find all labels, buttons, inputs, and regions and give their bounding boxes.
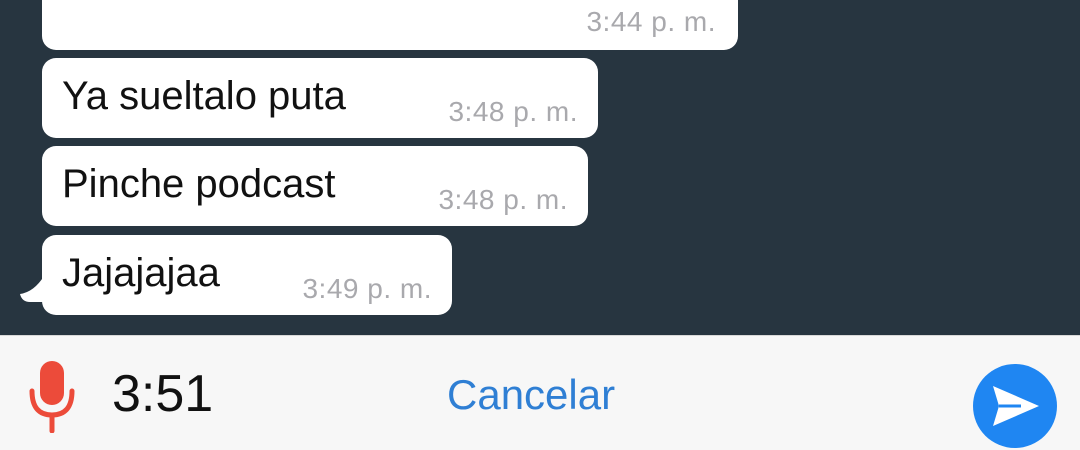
message-time: 3:49 p. m. bbox=[302, 273, 432, 304]
send-button[interactable] bbox=[973, 364, 1057, 448]
message-time: 3:44 p. m. bbox=[586, 6, 716, 37]
message-time: 3:48 p. m. bbox=[438, 184, 568, 215]
message-text: Jajajajaa bbox=[62, 251, 220, 295]
message-bubble[interactable] bbox=[42, 58, 598, 138]
recording-timer: 3:51 bbox=[112, 365, 214, 423]
cancel-button[interactable]: Cancelar bbox=[447, 371, 616, 418]
message-bubble[interactable] bbox=[42, 235, 452, 315]
send-arrow-icon bbox=[991, 384, 1041, 428]
message-time: 3:48 p. m. bbox=[448, 96, 578, 127]
message-bubble[interactable] bbox=[42, 146, 588, 226]
message-text: Ya sueltalo puta bbox=[62, 74, 346, 118]
message-text: Pinche podcast bbox=[62, 162, 336, 206]
voice-recording-bar bbox=[0, 335, 1080, 450]
message-bubble[interactable] bbox=[42, 0, 738, 50]
microphone-icon bbox=[27, 361, 77, 433]
